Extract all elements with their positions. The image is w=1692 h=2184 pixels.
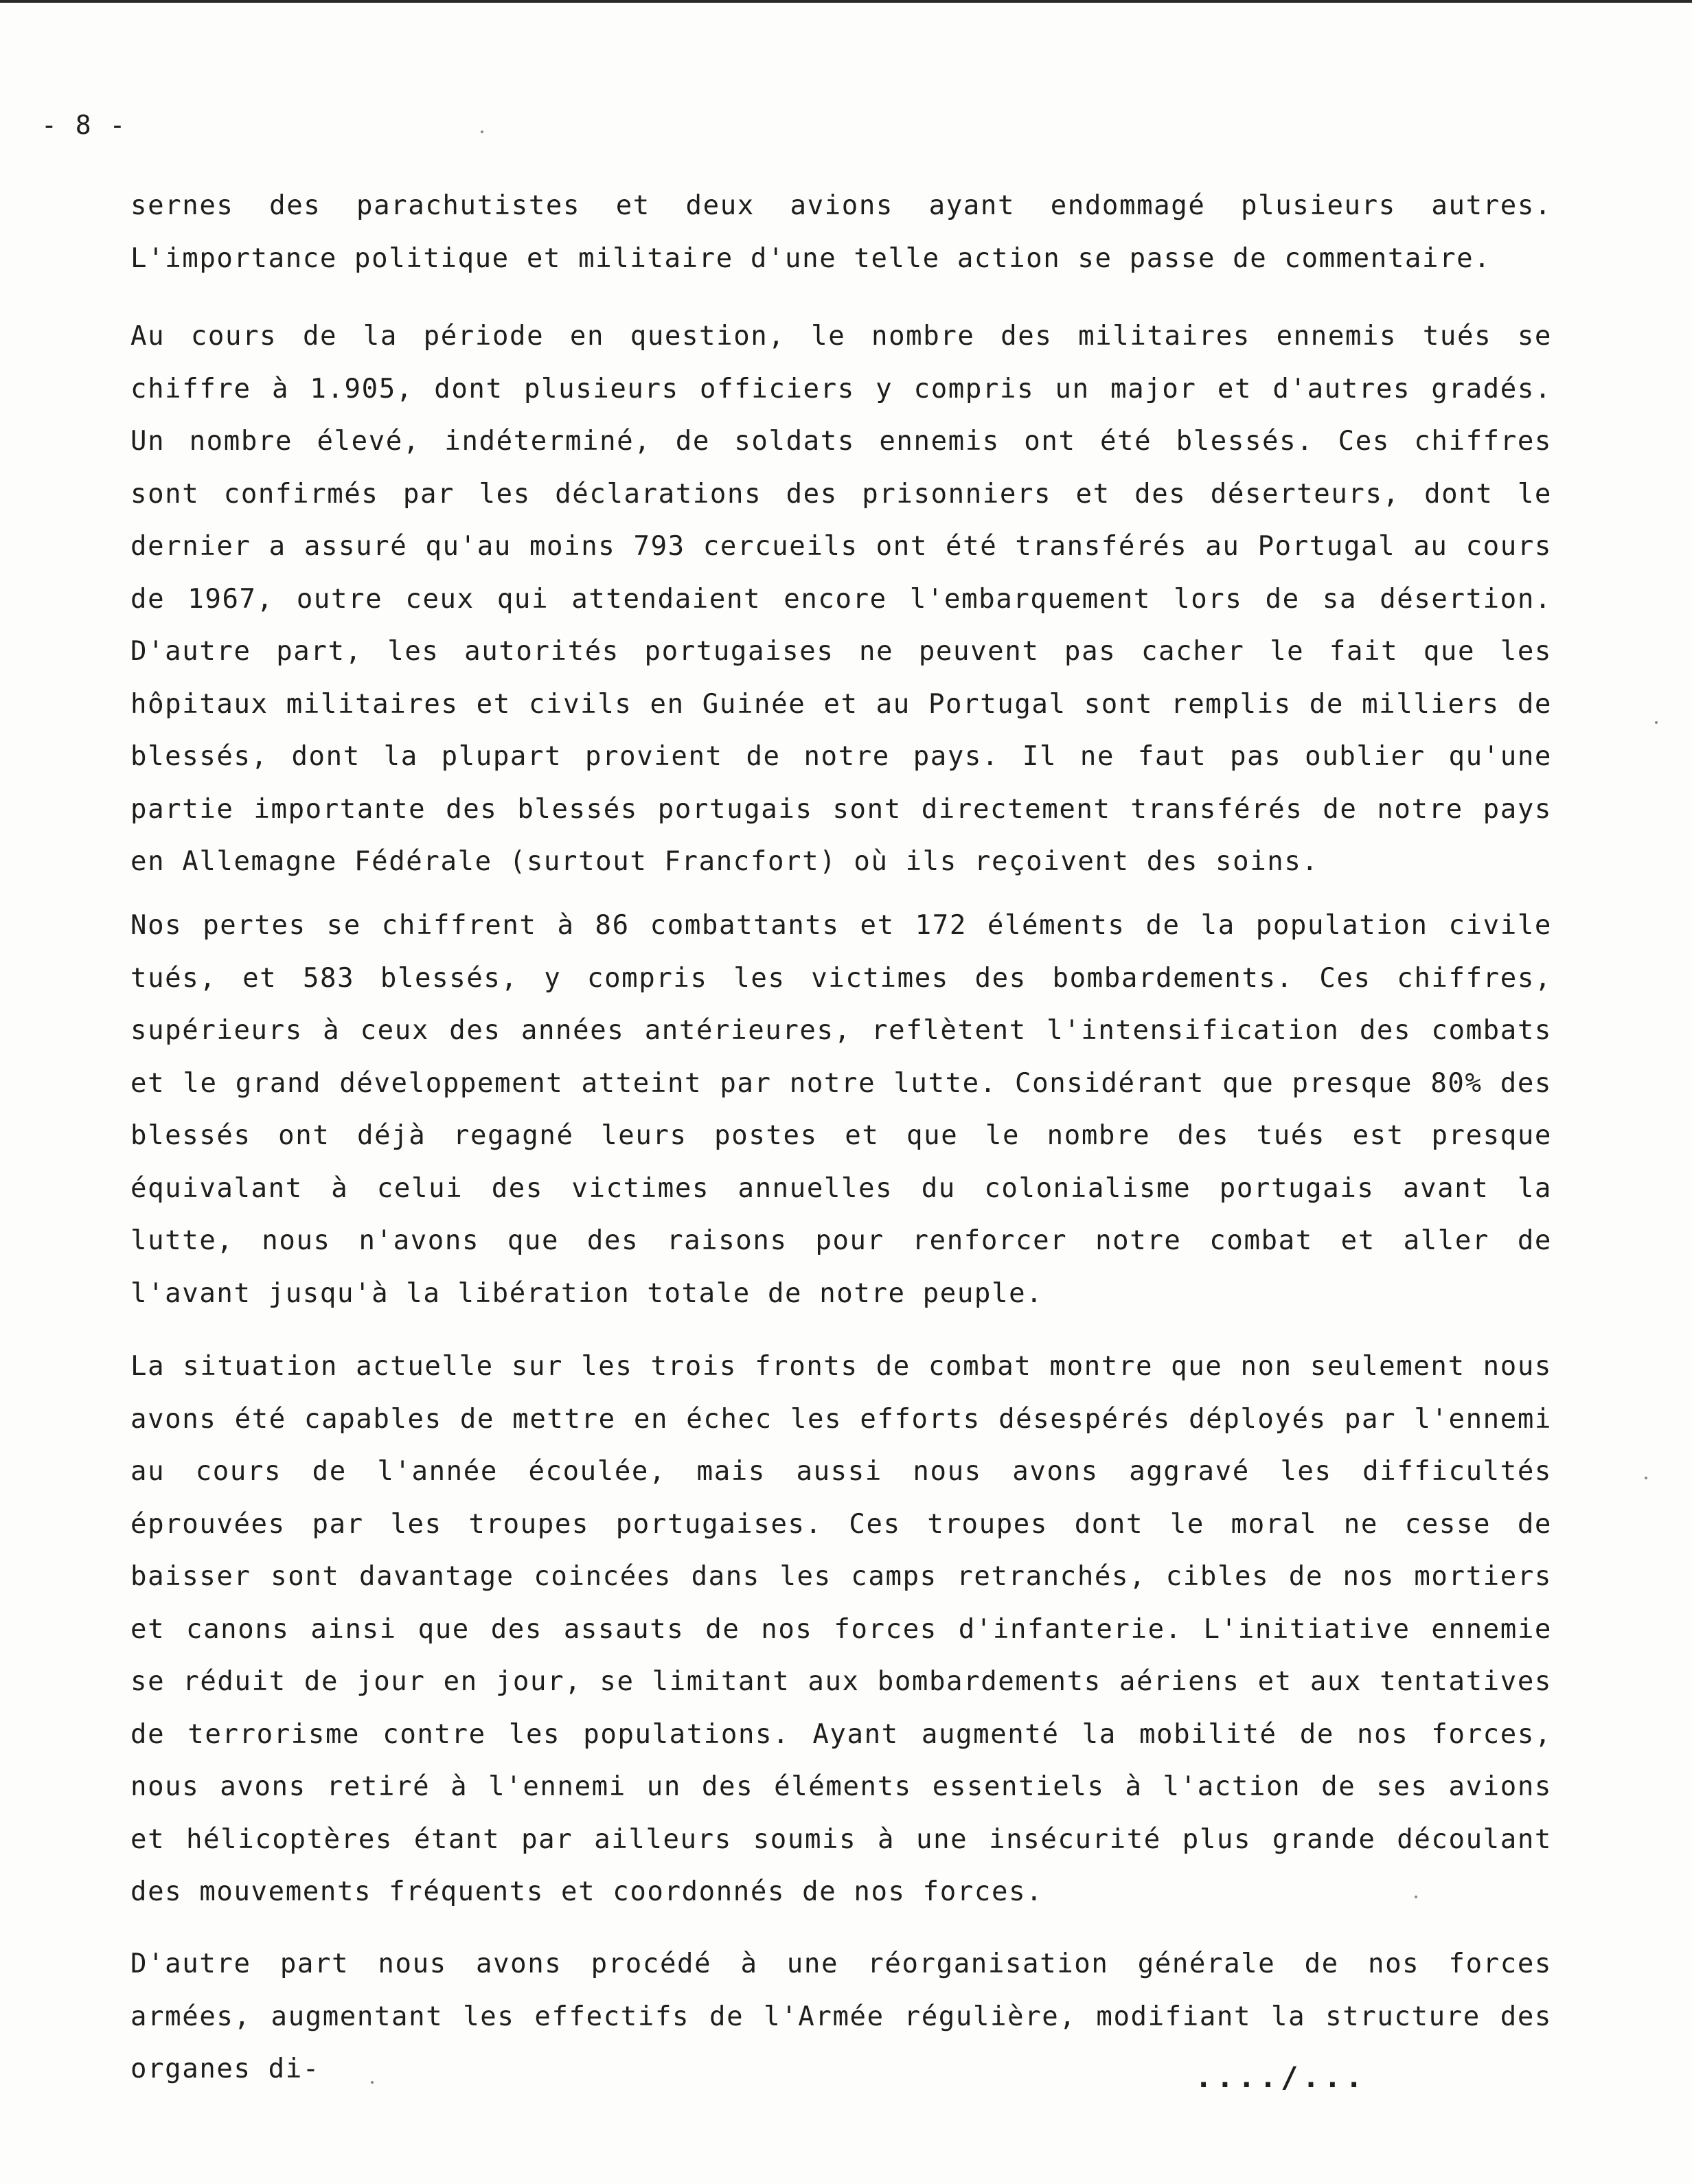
paragraph-4: La situation actuelle sur les trois fronts de combat montre que non seulement nous avons été capables de mettre en échec les efforts désespérés déployés par l'ennemi au cours de l'année écoulée, mais aussi nous avons aggravé les difficultés éprouvées par les troupes portugaises. Ces troupes dont le moral ne cesse de baisser sont davantage coincées dans les camps retranchés, cibles de nos mortiers et canons ainsi que des assauts de nos forces d'infanterie. L'initiative ennemie se réduit de jour en jour, se limitant aux bombardements aériens et aux tentatives de terrorisme contre les populations. Ayant augmenté la mobilité de nos forces, nous avons retiré à l'ennemi un des éléments essentiels à l'action de ses avions et hélicoptères étant par ailleurs soumis à une insécurité plus grande découlant des mouvements fréquents et coordonnés de nos forces. <box>130 1351 1552 1907</box>
scan-speck <box>371 2081 374 2084</box>
scan-speck <box>1655 721 1658 724</box>
paragraph-1: sernes des parachutistes et deux avions ayant endommagé plusieurs autres. L'importance politique et militaire d'une telle action se passe de commentaire. <box>130 190 1552 274</box>
scan-speck <box>1415 1896 1417 1898</box>
page-number: - 8 - <box>41 110 127 140</box>
scan-edge <box>0 0 1692 3</box>
paragraph-2: Au cours de la période en question, le nombre des militaires ennemis tués se chiffre à 1.905, dont plusieurs officiers y compris un major et d'autres gradés. Un nombre élevé, indéterminé, de soldats ennemis ont été blessés. Ces chiffres sont confirmés par les déclarations des prisonniers et des déserteurs, dont le dernier a assuré qu'au moins 793 cercueils ont été transférés au Portugal au cours de 1967, outre ceux qui attendaient encore l'embarquement lors de sa désertion. D'autre part, les autorités portugaises ne peuvent pas cacher le fait que les hôpitaux militaires et civils en Guinée et au Portugal sont remplis de milliers de blessés, dont la plupart provient de notre pays. Il ne faut pas oublier qu'une partie importante des blessés portugais sont directement transférés de notre pays en Allemagne Fédérale (surtout Francfort) où ils reçoivent des soins. <box>130 321 1552 877</box>
paragraph-3: Nos pertes se chiffrent à 86 combattants et 172 éléments de la population civile tués, et 583 blessés, y compris les victimes des bombardements. Ces chiffres, supérieurs à ceux des années antérieures, reflètent l'intensification des combats et le grand développement atteint par notre lutte. Considérant que presque 80% des blessés ont déjà regagné leurs postes et que le nombre des tués est presque équivalant à celui des victimes annuelles du colonialisme portugais avant la lutte, nous n'avons que des raisons pour renforcer notre combat et aller de l'avant jusqu'à la libération totale de notre peuple. <box>130 910 1552 1309</box>
scan-speck <box>481 130 483 133</box>
continuation-marker: ..../... <box>1195 2060 1367 2094</box>
scan-speck <box>1645 1477 1647 1479</box>
paragraph-5: D'autre part nous avons procédé à une réorganisation générale de nos forces armées, augmentant les effectifs de l'Armée régulière, modifiant la structure des organes di- <box>130 1948 1552 2084</box>
